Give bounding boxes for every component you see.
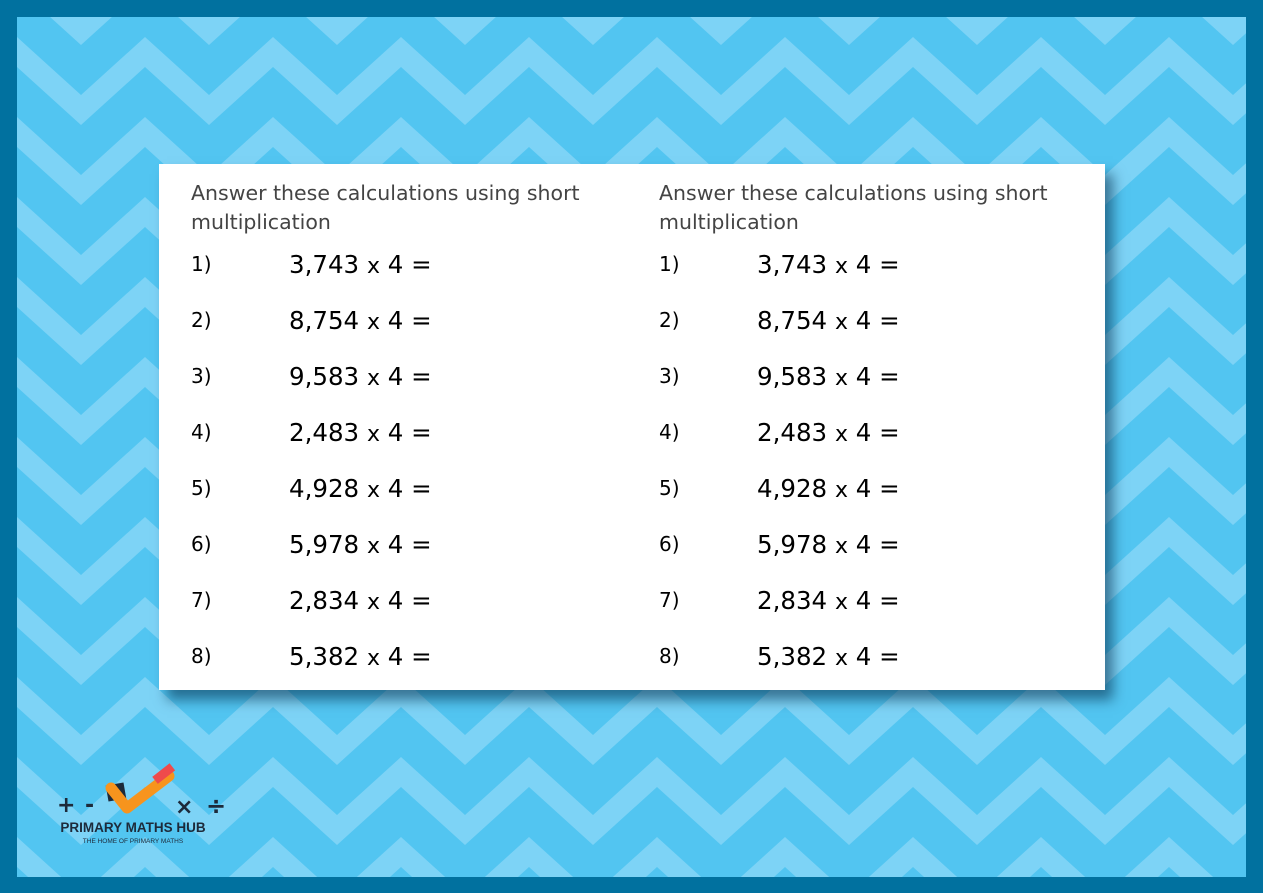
question-expression — [757, 250, 900, 279]
multiplicand: 2,483 — [289, 418, 360, 447]
question-row — [659, 250, 1079, 306]
question-number: 7) — [191, 588, 212, 612]
multiplicand: 2,834 — [289, 586, 360, 615]
multiplicand: 2,834 — [757, 586, 828, 615]
multiply-sign: x — [834, 646, 848, 671]
multiplicand: 3,743 — [289, 250, 360, 279]
multiplier: 4 = — [387, 642, 432, 671]
question-expression — [757, 530, 900, 559]
multiply-sign: x — [834, 254, 848, 279]
question-row — [659, 530, 1079, 586]
zigzag-stripe — [17, 17, 1246, 45]
question-expression — [757, 362, 900, 391]
multiply-sign: x — [834, 310, 848, 335]
question-number: 4) — [191, 420, 212, 444]
question-expression — [757, 418, 900, 447]
multiply-sign: x — [366, 310, 380, 335]
multiply-sign: x — [366, 254, 380, 279]
multiplier: 4 = — [387, 362, 432, 391]
checkmark-pencil-icon — [106, 763, 175, 808]
question-number: 8) — [659, 644, 680, 668]
multiplier: 4 = — [387, 530, 432, 559]
question-row — [191, 530, 611, 586]
question-number: 6) — [659, 532, 680, 556]
multiplier: 4 = — [855, 250, 900, 279]
multiplier: 4 = — [387, 586, 432, 615]
multiplicand: 5,978 — [757, 530, 828, 559]
question-expression — [289, 306, 432, 335]
question-expression — [289, 530, 432, 559]
question-list — [191, 250, 611, 698]
multiply-sign: x — [366, 478, 380, 503]
question-number: 2) — [659, 308, 680, 332]
multiply-sign: x — [834, 590, 848, 615]
multiplier: 4 = — [855, 362, 900, 391]
question-expression — [289, 362, 432, 391]
multiplicand: 9,583 — [289, 362, 360, 391]
question-row — [191, 474, 611, 530]
question-expression — [289, 418, 432, 447]
question-row — [659, 474, 1079, 530]
question-row — [191, 586, 611, 642]
slide-frame — [17, 17, 1246, 877]
multiplier: 4 = — [387, 474, 432, 503]
multiplier: 4 = — [387, 250, 432, 279]
question-row — [191, 418, 611, 474]
multiplier: 4 = — [855, 530, 900, 559]
multiply-sign: x — [366, 422, 380, 447]
logo-subtitle: THE HOME OF PRIMARY MATHS — [82, 838, 184, 845]
question-number: 4) — [659, 420, 680, 444]
instruction-text: Answer these calculations using short multiplication — [659, 181, 1048, 234]
divide-icon: ÷ — [206, 792, 227, 820]
multiply-sign: x — [834, 422, 848, 447]
question-number: 1) — [191, 252, 212, 276]
multiply-sign: x — [366, 590, 380, 615]
logo-title: PRIMARY MATHS HUB — [60, 820, 206, 835]
multiply-sign: x — [834, 478, 848, 503]
worksheet — [159, 164, 1105, 690]
multiplicand: 9,583 — [757, 362, 828, 391]
question-row — [191, 362, 611, 418]
logo-symbols — [47, 752, 237, 822]
times-icon: × — [175, 795, 194, 820]
question-expression — [289, 586, 432, 615]
question-number: 6) — [191, 532, 212, 556]
question-expression — [757, 642, 900, 671]
multiplicand: 8,754 — [289, 306, 360, 335]
question-number: 8) — [191, 644, 212, 668]
question-number: 3) — [191, 364, 212, 388]
multiply-sign: x — [834, 366, 848, 391]
multiply-sign: x — [366, 646, 380, 671]
question-row — [659, 642, 1079, 698]
question-number: 5) — [659, 476, 680, 500]
question-expression — [289, 642, 432, 671]
multiplicand: 4,928 — [289, 474, 360, 503]
worksheet-column-right — [659, 179, 1079, 698]
plus-icon: + — [57, 793, 76, 818]
question-row — [659, 362, 1079, 418]
instruction-text: Answer these calculations using short multiplication — [191, 181, 580, 234]
question-list — [659, 250, 1079, 698]
multiply-sign: x — [366, 534, 380, 559]
question-row — [191, 642, 611, 698]
multiplier: 4 = — [855, 306, 900, 335]
multiplicand: 5,382 — [757, 642, 828, 671]
question-expression — [757, 586, 900, 615]
question-row — [659, 306, 1079, 362]
question-row — [191, 306, 611, 362]
question-expression — [757, 306, 900, 335]
question-row — [659, 418, 1079, 474]
question-expression — [757, 474, 900, 503]
question-number: 5) — [191, 476, 212, 500]
multiplicand: 3,743 — [757, 250, 828, 279]
multiplier: 4 = — [387, 306, 432, 335]
multiplicand: 4,928 — [757, 474, 828, 503]
question-expression — [289, 474, 432, 503]
multiplicand: 5,978 — [289, 530, 360, 559]
multiplier: 4 = — [855, 474, 900, 503]
question-row — [191, 250, 611, 306]
question-row — [659, 586, 1079, 642]
multiplicand: 5,382 — [289, 642, 360, 671]
multiplicand: 8,754 — [757, 306, 828, 335]
multiplier: 4 = — [855, 418, 900, 447]
question-expression — [289, 250, 432, 279]
question-number: 7) — [659, 588, 680, 612]
multiply-sign: x — [834, 534, 848, 559]
zigzag-stripe — [17, 37, 1246, 125]
question-number: 1) — [659, 252, 680, 276]
multiplier: 4 = — [855, 642, 900, 671]
multiplier: 4 = — [387, 418, 432, 447]
primary-maths-hub-logo — [47, 752, 237, 852]
question-number: 3) — [659, 364, 680, 388]
multiplicand: 2,483 — [757, 418, 828, 447]
question-number: 2) — [191, 308, 212, 332]
worksheet-column-left — [191, 179, 611, 698]
multiplier: 4 = — [855, 586, 900, 615]
minus-icon: - — [85, 793, 95, 818]
multiply-sign: x — [366, 366, 380, 391]
